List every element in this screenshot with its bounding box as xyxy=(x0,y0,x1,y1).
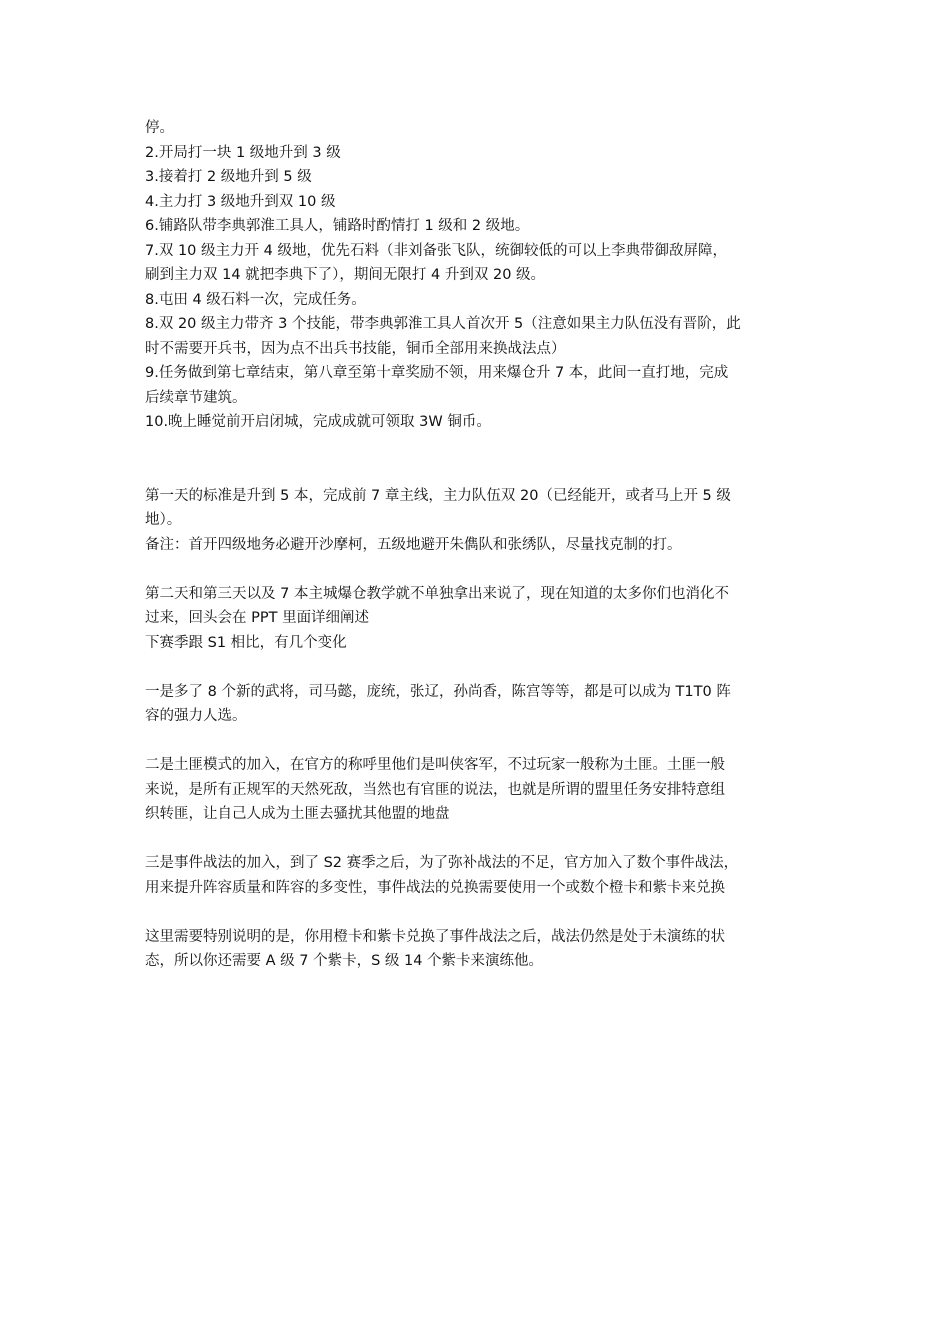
text-line: 三是事件战法的加入，到了 S2 赛季之后，为了弥补战法的不足，官方加入了数个事件战法， xyxy=(145,855,739,871)
text-line: 下赛季跟 S1 相比，有几个变化 xyxy=(145,634,347,651)
spacer xyxy=(145,900,809,925)
spacer xyxy=(145,827,809,852)
text-line: 容的强力人选。 xyxy=(145,708,247,724)
text-line: 后续章节建筑。 xyxy=(145,389,247,406)
text-line: 来说，是所有正规军的天然死敌，当然也有官匪的说法，也就是所谓的盟里任务安排特意组 xyxy=(145,781,725,798)
text-line: 这里需要特别说明的是，你用橙卡和紫卡兑换了事件战法之后，战法仍然是处于未演练的状 xyxy=(145,928,725,945)
text-line: 态，所以你还需要 A 级 7 个紫卡，S 级 14 个紫卡来演练他。 xyxy=(145,953,544,969)
text-line: 10.晚上睡觉前开启闭城，完成成就可领取 3W 铜币。 xyxy=(145,414,491,430)
spacer xyxy=(145,557,809,582)
text-line: 时不需要开兵书，因为点不出兵书技能，铜币全部用来换战法点） xyxy=(145,340,566,357)
text-line: 用来提升阵容质量和阵容的多变性，事件战法的兑换需要使用一个或数个橙卡和紫卡来兑换 xyxy=(145,879,725,896)
text-line: 8.双 20 级主力带齐 3 个技能，带李典郭淮工具人首次开 5（注意如果主力队伍没有晋阶，此 xyxy=(145,316,741,332)
text-line: 6.铺路队带李典郭淮工具人，铺路时酌情打 1 级和 2 级地。 xyxy=(145,218,530,234)
text-line: 过来，回头会在 PPT 里面详细阐述 xyxy=(145,610,370,626)
text-line: 9.任务做到第七章结束，第八章至第十章奖励不领，用来爆仓升 7 本，此间一直打地，完成 xyxy=(145,365,729,381)
text-line: 备注：首开四级地务必避开沙摩柯，五级地避开朱儁队和张绣队，尽量找克制的打。 xyxy=(145,536,682,553)
text-line: 3.接着打 2 级地升到 5 级 xyxy=(145,169,312,185)
text-line: 刷到主力双 14 就把李典下了），期间无限打 4 升到双 20 级。 xyxy=(145,267,546,283)
text-line: 2.开局打一块 1 级地升到 3 级 xyxy=(145,144,341,161)
text-line: 第一天的标准是升到 5 本，完成前 7 章主线，主力队伍双 20（已经能开，或者马上开 5 级 xyxy=(145,487,731,504)
text-line: 地）。 xyxy=(145,512,182,528)
text-line: 二是土匪模式的加入，在官方的称呼里他们是叫侠客军，不过玩家一般称为土匪。土匪一般 xyxy=(145,757,725,773)
spacer xyxy=(145,435,809,460)
text-line: 停。 xyxy=(145,120,174,136)
document-page xyxy=(145,116,809,974)
text-line: 第二天和第三天以及 7 本主城爆仓教学就不单独拿出来说了，现在知道的太多你们也消化不 xyxy=(145,585,729,602)
text-line: 织转匪，让自己人成为土匪去骚扰其他盟的地盘 xyxy=(145,806,450,822)
text-line: 4.主力打 3 级地升到双 10 级 xyxy=(145,193,336,210)
spacer xyxy=(145,655,809,680)
spacer xyxy=(145,459,809,484)
spacer xyxy=(145,729,809,754)
text-line: 7.双 10 级主力开 4 级地，优先石料（非刘备张飞队，统御较低的可以上李典带御敌屏障， xyxy=(145,242,727,259)
text-line: 8.屯田 4 级石料一次，完成任务。 xyxy=(145,291,366,308)
text-line: 一是多了 8 个新的武将，司马懿，庞统，张辽，孙尚香，陈宫等等，都是可以成为 T1T0 阵 xyxy=(145,683,731,700)
